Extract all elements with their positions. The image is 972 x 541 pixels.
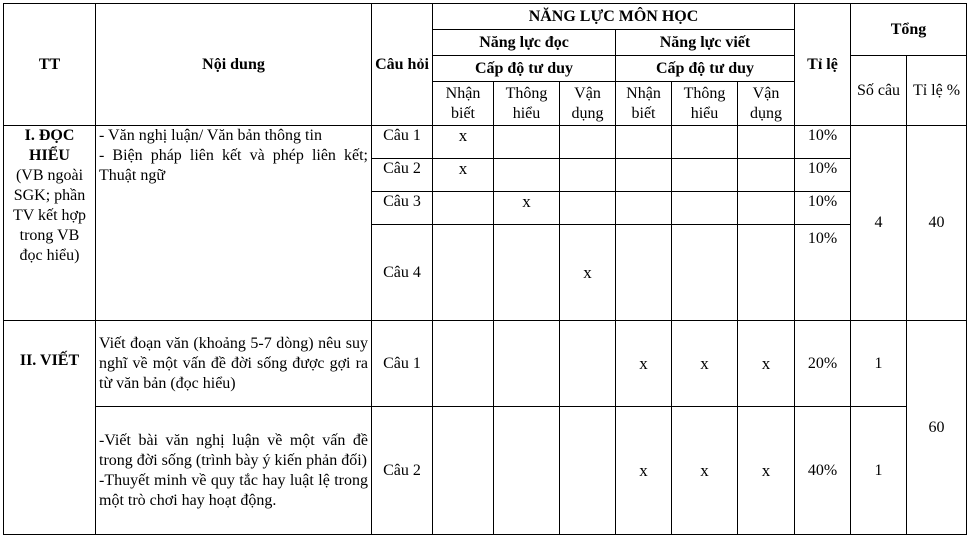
header-viet-thong-hieu: Thông hiểu [672, 82, 738, 126]
header-doc-van-dung: Vận dụng [560, 82, 616, 126]
mark-cell [738, 225, 795, 321]
ratio-cell: 10% [795, 126, 851, 159]
mark-cell [560, 192, 616, 225]
section-doc-hieu-subtitle: (VB ngoài SGK; phần TV kết hợp trong VB đọc hiểu) [12, 167, 87, 264]
matrix-table [3, 3, 967, 535]
mark-cell: x [672, 321, 738, 407]
section-viet [4, 321, 96, 535]
mark-cell: x [616, 321, 672, 407]
header-noi-dung: Nội dung [96, 4, 372, 126]
mark-cell [494, 225, 560, 321]
header-ti-le-pct: Tỉ lệ % [907, 56, 967, 126]
header-doc-nhan-biet: Nhận biết [433, 82, 494, 126]
section-doc-hieu-content [96, 126, 372, 321]
question-cell: Câu 2 [372, 159, 433, 192]
question-cell: Câu 3 [372, 192, 433, 225]
mark-cell [738, 126, 795, 159]
mark-cell [560, 126, 616, 159]
mark-cell: x [560, 225, 616, 321]
viet-content-2a: -Viết bài văn nghị luận về một vấn đề trong đời sống (trình bày ý kiến phản đối) [99, 431, 368, 469]
mark-cell [672, 159, 738, 192]
mark-cell: x [738, 407, 795, 535]
doc-hieu-content-1: - Văn nghị luận/ Văn bản thông tin [99, 127, 322, 144]
question-cell: Câu 2 [372, 407, 433, 535]
mark-cell [494, 321, 560, 407]
mark-cell [433, 192, 494, 225]
mark-cell [616, 225, 672, 321]
viet-so-cau-1: 1 [851, 321, 907, 407]
header-cap-do-viet: Cấp độ tư duy [616, 56, 795, 82]
viet-so-cau-2: 1 [851, 407, 907, 535]
viet-ti-le: 60 [907, 321, 967, 535]
mark-cell [433, 321, 494, 407]
mark-cell [560, 321, 616, 407]
ratio-cell: 10% [795, 192, 851, 225]
mark-cell [494, 126, 560, 159]
mark-cell: x [494, 192, 560, 225]
mark-cell: x [433, 159, 494, 192]
mark-cell [494, 159, 560, 192]
mark-cell [738, 192, 795, 225]
mark-cell: x [672, 407, 738, 535]
section-doc-hieu-title: I. ĐỌC HIỂU [24, 127, 75, 164]
header-tong: Tổng [851, 4, 967, 56]
ratio-cell: 10% [795, 225, 851, 321]
ratio-cell: 20% [795, 321, 851, 407]
header-ti-le: Tỉ lệ [795, 4, 851, 126]
header-cau-hoi: Câu hỏi [372, 4, 433, 126]
header-nang-luc-mon-hoc: NĂNG LỰC MÔN HỌC [433, 4, 795, 30]
mark-cell [616, 192, 672, 225]
mark-cell [433, 407, 494, 535]
header-tt: TT [4, 4, 96, 126]
section-doc-hieu [4, 126, 96, 321]
mark-cell [616, 126, 672, 159]
header-nang-luc-doc: Năng lực đọc [433, 30, 616, 56]
viet-content-2b: -Thuyết minh về quy tắc hay luật lệ trong một trò chơi hay hoạt động. [99, 471, 368, 509]
ratio-cell: 10% [795, 159, 851, 192]
mark-cell [672, 192, 738, 225]
mark-cell: x [616, 407, 672, 535]
mark-cell [738, 159, 795, 192]
mark-cell [616, 159, 672, 192]
mark-cell: x [433, 126, 494, 159]
mark-cell [672, 126, 738, 159]
header-cap-do-doc: Cấp độ tư duy [433, 56, 616, 82]
doc-hieu-so-cau: 4 [851, 126, 907, 321]
question-cell: Câu 1 [372, 321, 433, 407]
section-viet-title: II. VIẾT [19, 352, 80, 369]
question-cell: Câu 4 [372, 225, 433, 321]
viet-content-2 [96, 407, 372, 535]
doc-hieu-ti-le: 40 [907, 126, 967, 321]
header-viet-van-dung: Vận dụng [738, 82, 795, 126]
mark-cell [560, 159, 616, 192]
mark-cell [494, 407, 560, 535]
mark-cell [672, 225, 738, 321]
ratio-cell: 40% [795, 407, 851, 535]
viet-content-1: Viết đoạn văn (khoảng 5-7 dòng) nêu suy nghĩ về một vấn đề đời sống được gợi ra từ văn bản (đọc hiểu) [96, 321, 372, 407]
doc-hieu-content-2: - Biện pháp liên kết và phép liên kết; Thuật ngữ [99, 147, 368, 184]
header-so-cau: Số câu [851, 56, 907, 126]
header-viet-nhan-biet: Nhận biết [616, 82, 672, 126]
mark-cell [433, 225, 494, 321]
header-nang-luc-viet: Năng lực viết [616, 30, 795, 56]
header-doc-thong-hieu: Thông hiểu [494, 82, 560, 126]
mark-cell [560, 407, 616, 535]
mark-cell: x [738, 321, 795, 407]
question-cell: Câu 1 [372, 126, 433, 159]
